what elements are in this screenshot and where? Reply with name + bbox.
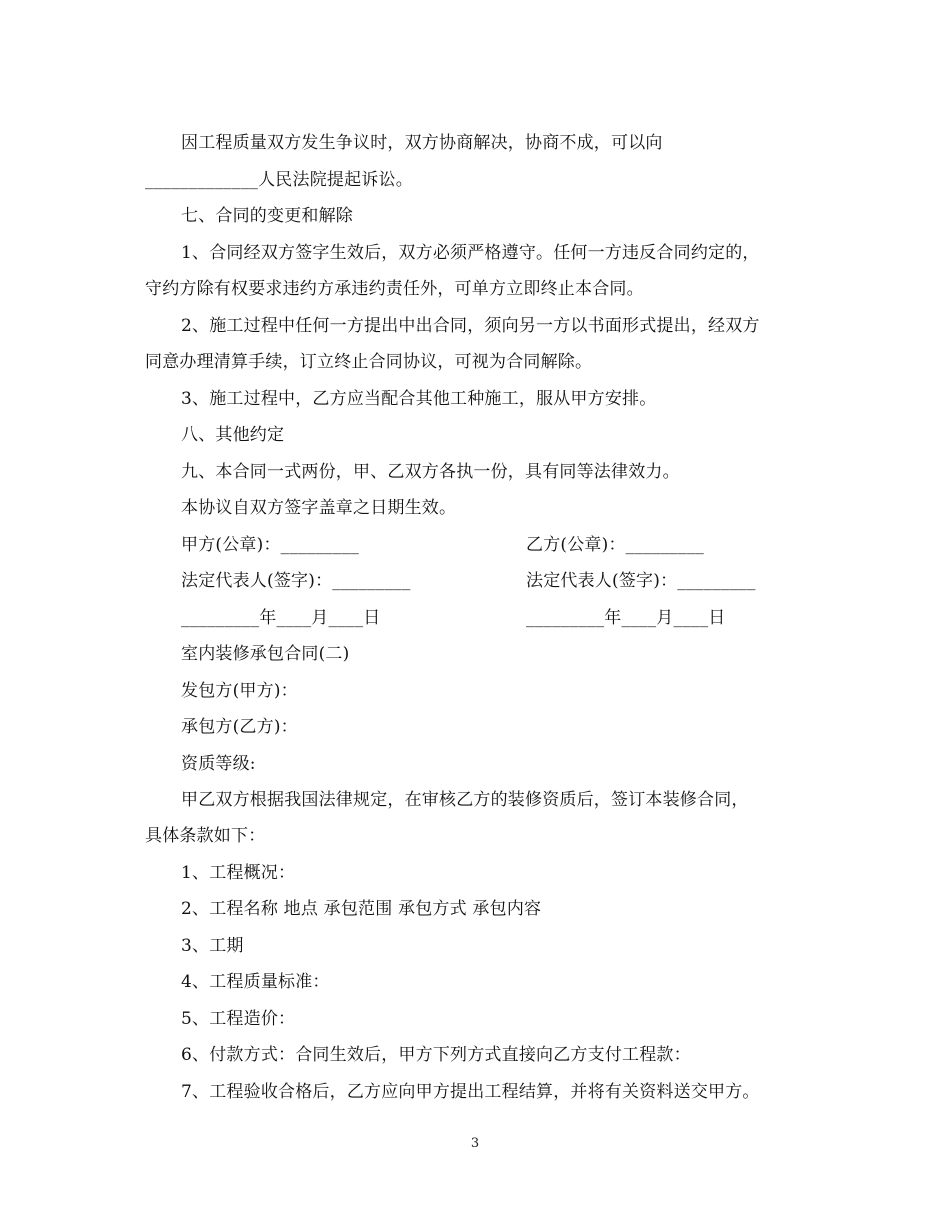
paragraph-line: 6、付款方式：合同生效后，甲方下列方式直接向乙方支付工程款： bbox=[181, 1045, 691, 1065]
paragraph-line: 同意办理清算手续，订立终止合同协议，可视为合同解除。 bbox=[145, 352, 593, 372]
paragraph-line: 具体条款如下： bbox=[145, 826, 266, 846]
paragraph-line: 3、工期 bbox=[181, 936, 244, 956]
paragraph-line: 2、工程名称 地点 承包范围 承包方式 承包内容 bbox=[181, 899, 542, 919]
paragraph-line: 资质等级: bbox=[181, 754, 256, 774]
party-a-representative-field: 法定代表人(签字)：_________ bbox=[181, 571, 411, 591]
paragraph-line: 5、工程造价： bbox=[181, 1009, 296, 1029]
paragraph-line: 2、施工过程中任何一方提出中出合同，须向另一方以书面形式提出，经双方 bbox=[181, 316, 760, 336]
paragraph-line: 本协议自双方签字盖章之日期生效。 bbox=[181, 498, 457, 518]
party-a-seal-field: 甲方(公章)：_________ bbox=[181, 535, 359, 555]
section-heading: 七、合同的变更和解除 bbox=[181, 206, 353, 226]
party-b-representative-field: 法定代表人(签字)：_________ bbox=[526, 571, 756, 591]
paragraph-line: _____________人民法院提起诉讼。 bbox=[145, 170, 413, 190]
party-b-date-field: _________年____月____日 bbox=[526, 608, 726, 628]
party-a-date-field: _________年____月____日 bbox=[181, 608, 381, 628]
paragraph-line: 九、本合同一式两份，甲、乙双方各执一份，具有同等法律效力。 bbox=[181, 462, 680, 482]
section-heading: 八、其他约定 bbox=[181, 425, 285, 445]
contract-title: 室内装修承包合同(二) bbox=[181, 644, 350, 664]
paragraph-line: 1、工程概况： bbox=[181, 863, 296, 883]
paragraph-line: 守约方除有权要求违约方承违约责任外，可单方立即终止本合同。 bbox=[145, 279, 644, 299]
paragraph-line: 甲乙双方根据我国法律规定，在审核乙方的装修资质后，签订本装修合同， bbox=[181, 790, 749, 810]
paragraph-line: 4、工程质量标准： bbox=[181, 972, 330, 992]
paragraph-line: 发包方(甲方)： bbox=[181, 681, 298, 701]
paragraph-line: 承包方(乙方)： bbox=[181, 717, 298, 737]
paragraph-line: 因工程质量双方发生争议时，双方协商解决，协商不成，可以向 bbox=[181, 133, 663, 153]
paragraph-line: 3、施工过程中，乙方应当配合其他工种施工，服从甲方安排。 bbox=[181, 389, 657, 409]
page-number: 3 bbox=[470, 1136, 480, 1151]
paragraph-line: 1、合同经双方签字生效后，双方必须严格遵守。任何一方违反合同约定的， bbox=[181, 243, 760, 263]
paragraph-line: 7、工程验收合格后，乙方应向甲方提出工程结算，并将有关资料送交甲方。 bbox=[181, 1082, 760, 1102]
party-b-seal-field: 乙方(公章)：_________ bbox=[526, 535, 704, 555]
